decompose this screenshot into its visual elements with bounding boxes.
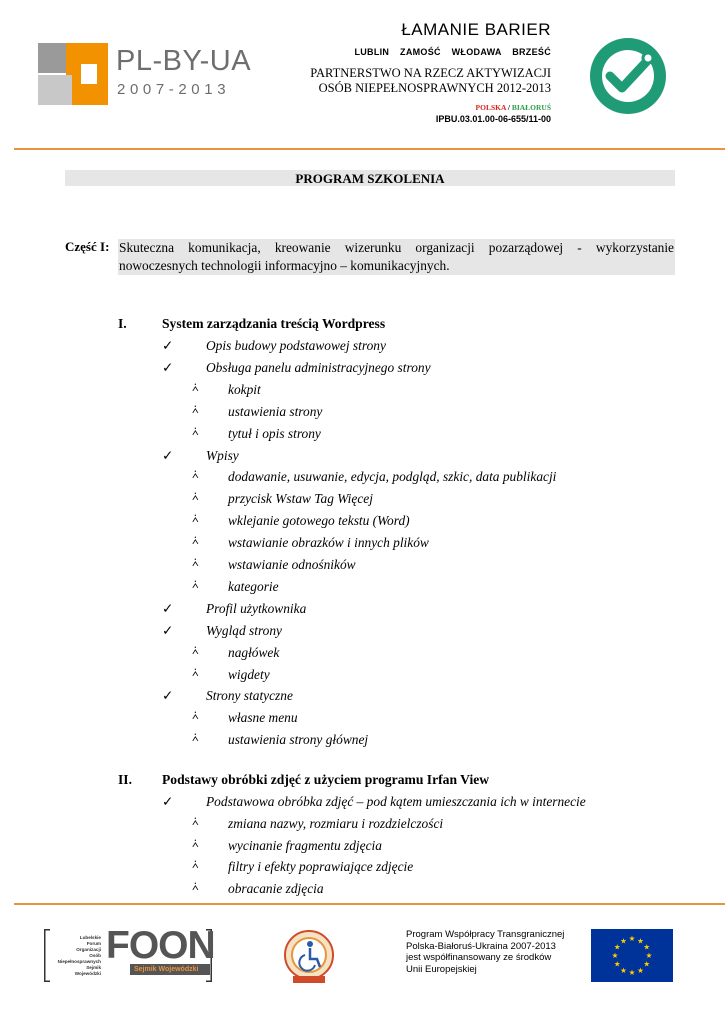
header-divider bbox=[14, 148, 725, 150]
partnership-line-2: OSÓB NIEPEŁNOSPRAWNYCH 2012-2013 bbox=[318, 81, 551, 95]
foon-small-line: Sejmik bbox=[86, 965, 101, 970]
eu-star-icon: ★ bbox=[643, 959, 651, 969]
partnership-line-1: PARTNERSTWO NA RZECZ AKTYWIZACJI bbox=[310, 66, 551, 80]
foon-small-line: Osób bbox=[89, 953, 101, 958]
list-item-text: Opis budowy podstawowej strony bbox=[206, 338, 386, 353]
country-separator: / bbox=[507, 103, 510, 112]
list-item-text: Wygląd strony bbox=[206, 622, 283, 638]
arrow-bullet-icon: ⩑ bbox=[192, 859, 199, 872]
checkmark-icon: ✓ bbox=[162, 447, 174, 463]
arrow-bullet-icon: ⩑ bbox=[192, 469, 199, 482]
checkmark-icon: ✓ bbox=[162, 338, 174, 353]
arrow-bullet-icon: ⩑ bbox=[192, 513, 199, 526]
eu-star-icon: ★ bbox=[637, 936, 644, 946]
arrow-bullet-icon: ⩑ bbox=[192, 557, 199, 569]
countries bbox=[231, 103, 551, 112]
list-item-text: wstawianie obrazków i innych plików bbox=[228, 535, 429, 551]
arrow-bullet-icon: ⩑ bbox=[192, 837, 199, 850]
pl-by-ua-logo bbox=[38, 43, 260, 105]
eu-star-icon: ★ bbox=[613, 942, 621, 952]
list-item-text: Strony statyczne bbox=[206, 688, 293, 704]
checkmark-icon: ✓ bbox=[162, 359, 174, 375]
header-info bbox=[231, 20, 551, 124]
foon-small-line: Wojewódzki bbox=[74, 971, 101, 976]
arrow-bullet-icon: ⩑ bbox=[192, 491, 199, 504]
foon-small-line: Organizacji bbox=[76, 947, 101, 952]
arrow-bullet-icon: ⩑ bbox=[192, 535, 199, 548]
list-item-text: zmiana nazwy, rozmiaru i rozdzielczości bbox=[228, 815, 444, 831]
country-belarus: BIAŁORUŚ bbox=[511, 103, 551, 112]
checkmark-icon: ✓ bbox=[162, 688, 174, 704]
eu-flag-icon bbox=[591, 929, 673, 982]
partnership-text bbox=[231, 66, 551, 96]
eu-star-icon: ★ bbox=[637, 965, 644, 975]
section-number: I. bbox=[118, 316, 127, 331]
list-item-text: przycisk Wstaw Tag Więcej bbox=[228, 491, 373, 507]
arrow-bullet-icon: ⩑ bbox=[192, 403, 199, 416]
list-item-text: wklejanie gotowego tekstu (Word) bbox=[228, 513, 410, 529]
disability-emblem-icon bbox=[283, 929, 335, 985]
eu-star-icon: ★ bbox=[645, 951, 653, 961]
list-item-text: ustawienia strony głównej bbox=[228, 732, 369, 748]
arrow-bullet-icon: ⩑ bbox=[192, 666, 199, 679]
foon-small-line: Forum bbox=[86, 941, 101, 946]
project-title: ŁAMANIE BARIER bbox=[401, 20, 551, 39]
logo-years: 2007-2013 bbox=[117, 81, 231, 98]
list-item-text: ustawienia strony bbox=[228, 403, 323, 419]
program-title: PROGRAM SZKOLENIA bbox=[65, 170, 675, 186]
list-item-text: kokpit bbox=[228, 381, 261, 397]
list-item-text: Wpisy bbox=[206, 447, 239, 463]
arrow-bullet-icon: ⩑ bbox=[192, 710, 199, 723]
eu-star-icon: ★ bbox=[620, 965, 627, 975]
arrow-bullet-icon: ⩑ bbox=[192, 644, 199, 657]
eu-program-line-1: Program Współpracy Transgranicznej bbox=[406, 929, 565, 940]
eu-star-icon: ★ bbox=[628, 968, 636, 978]
list-item-text: obracanie zdjęcia bbox=[228, 881, 324, 897]
list-item-text: tytuł i opis strony bbox=[228, 425, 321, 441]
list-item-text: własne menu bbox=[228, 710, 298, 726]
project-cities: LUBLIN ZAMOŚĆ WŁODAWA BRZEŚĆ bbox=[354, 47, 551, 57]
accessibility-logo-icon bbox=[590, 38, 666, 114]
foon-small-line: Lubelskie bbox=[79, 935, 101, 940]
eu-program-line-2: Polska-Białoruś-Ukraina 2007-2013 bbox=[406, 940, 556, 952]
eu-star-icon: ★ bbox=[613, 959, 621, 969]
footer-divider bbox=[14, 903, 725, 905]
part-label: Część I: bbox=[65, 239, 110, 254]
logo-square-inner bbox=[78, 61, 100, 87]
list-item-text: wycinanie fragmentu zdjęcia bbox=[228, 837, 382, 853]
list-item-text: Podstawowa obróbka zdjęć – pod kątem umieszczania ich w internecie bbox=[206, 794, 586, 809]
foon-organization-name bbox=[49, 935, 101, 977]
checkmark-icon: ✓ bbox=[162, 622, 174, 638]
eu-star-icon: ★ bbox=[643, 942, 651, 952]
arrow-bullet-icon: ⩑ bbox=[192, 381, 199, 394]
eu-star-icon: ★ bbox=[611, 951, 619, 961]
country-poland: POLSKA bbox=[475, 103, 506, 112]
eu-star-icon: ★ bbox=[620, 936, 627, 946]
arrow-bullet-icon: ⩑ bbox=[192, 815, 199, 828]
arrow-bullet-icon: ⩑ bbox=[192, 578, 199, 591]
list-item-text: wigdety bbox=[228, 666, 270, 682]
foon-logo-subtitle: Sejmik Wojewódzki bbox=[134, 966, 199, 973]
list-item-text: wstawianie odnośników bbox=[228, 557, 356, 572]
foon-small-line: Niepełnosprawnych bbox=[57, 959, 101, 964]
list-item-text: kategorie bbox=[228, 578, 279, 594]
list-item-text: filtry i efekty poprawiające zdjęcie bbox=[228, 859, 414, 875]
arrow-bullet-icon: ⩑ bbox=[192, 881, 199, 894]
eu-program-line-3: jest współfinansowany ze środków bbox=[406, 952, 552, 963]
eu-star-icon: ★ bbox=[628, 934, 636, 944]
arrow-bullet-icon: ⩑ bbox=[192, 732, 199, 745]
part-description: Skuteczna komunikacja, kreowanie wizerunku organizacji pozarządowej - wykorzystanie nowoczesnych technologii informacyjno – komunikacyjnych. bbox=[119, 240, 674, 273]
checkmark-icon: ✓ bbox=[162, 794, 174, 809]
project-code: IPBU.03.01.00-06-655/11-00 bbox=[435, 114, 551, 124]
logo-text: PL-BY-UA bbox=[116, 45, 252, 77]
section-number: II. bbox=[118, 772, 132, 787]
list-item-text: nagłówek bbox=[228, 644, 280, 660]
checkmark-icon: ✓ bbox=[162, 600, 174, 616]
eu-program-line-4: Unii Europejskiej bbox=[406, 963, 477, 975]
arrow-bullet-icon: ⩑ bbox=[192, 425, 199, 438]
list-item-text: dodawanie, usuwanie, edycja, podgląd, szkic, data publikacji bbox=[228, 469, 557, 485]
section-title: System zarządzania treścią Wordpress bbox=[162, 316, 386, 331]
foon-logo-word: FOON bbox=[106, 924, 215, 967]
logo-square-light bbox=[38, 75, 72, 105]
section-title: Podstawy obróbki zdjęć z użyciem programu Irfan View bbox=[162, 772, 490, 787]
list-item-text: Obsługa panelu administracyjnego strony bbox=[206, 359, 431, 375]
eu-program-text bbox=[406, 929, 586, 975]
list-item-text: Profil użytkownika bbox=[206, 600, 307, 616]
